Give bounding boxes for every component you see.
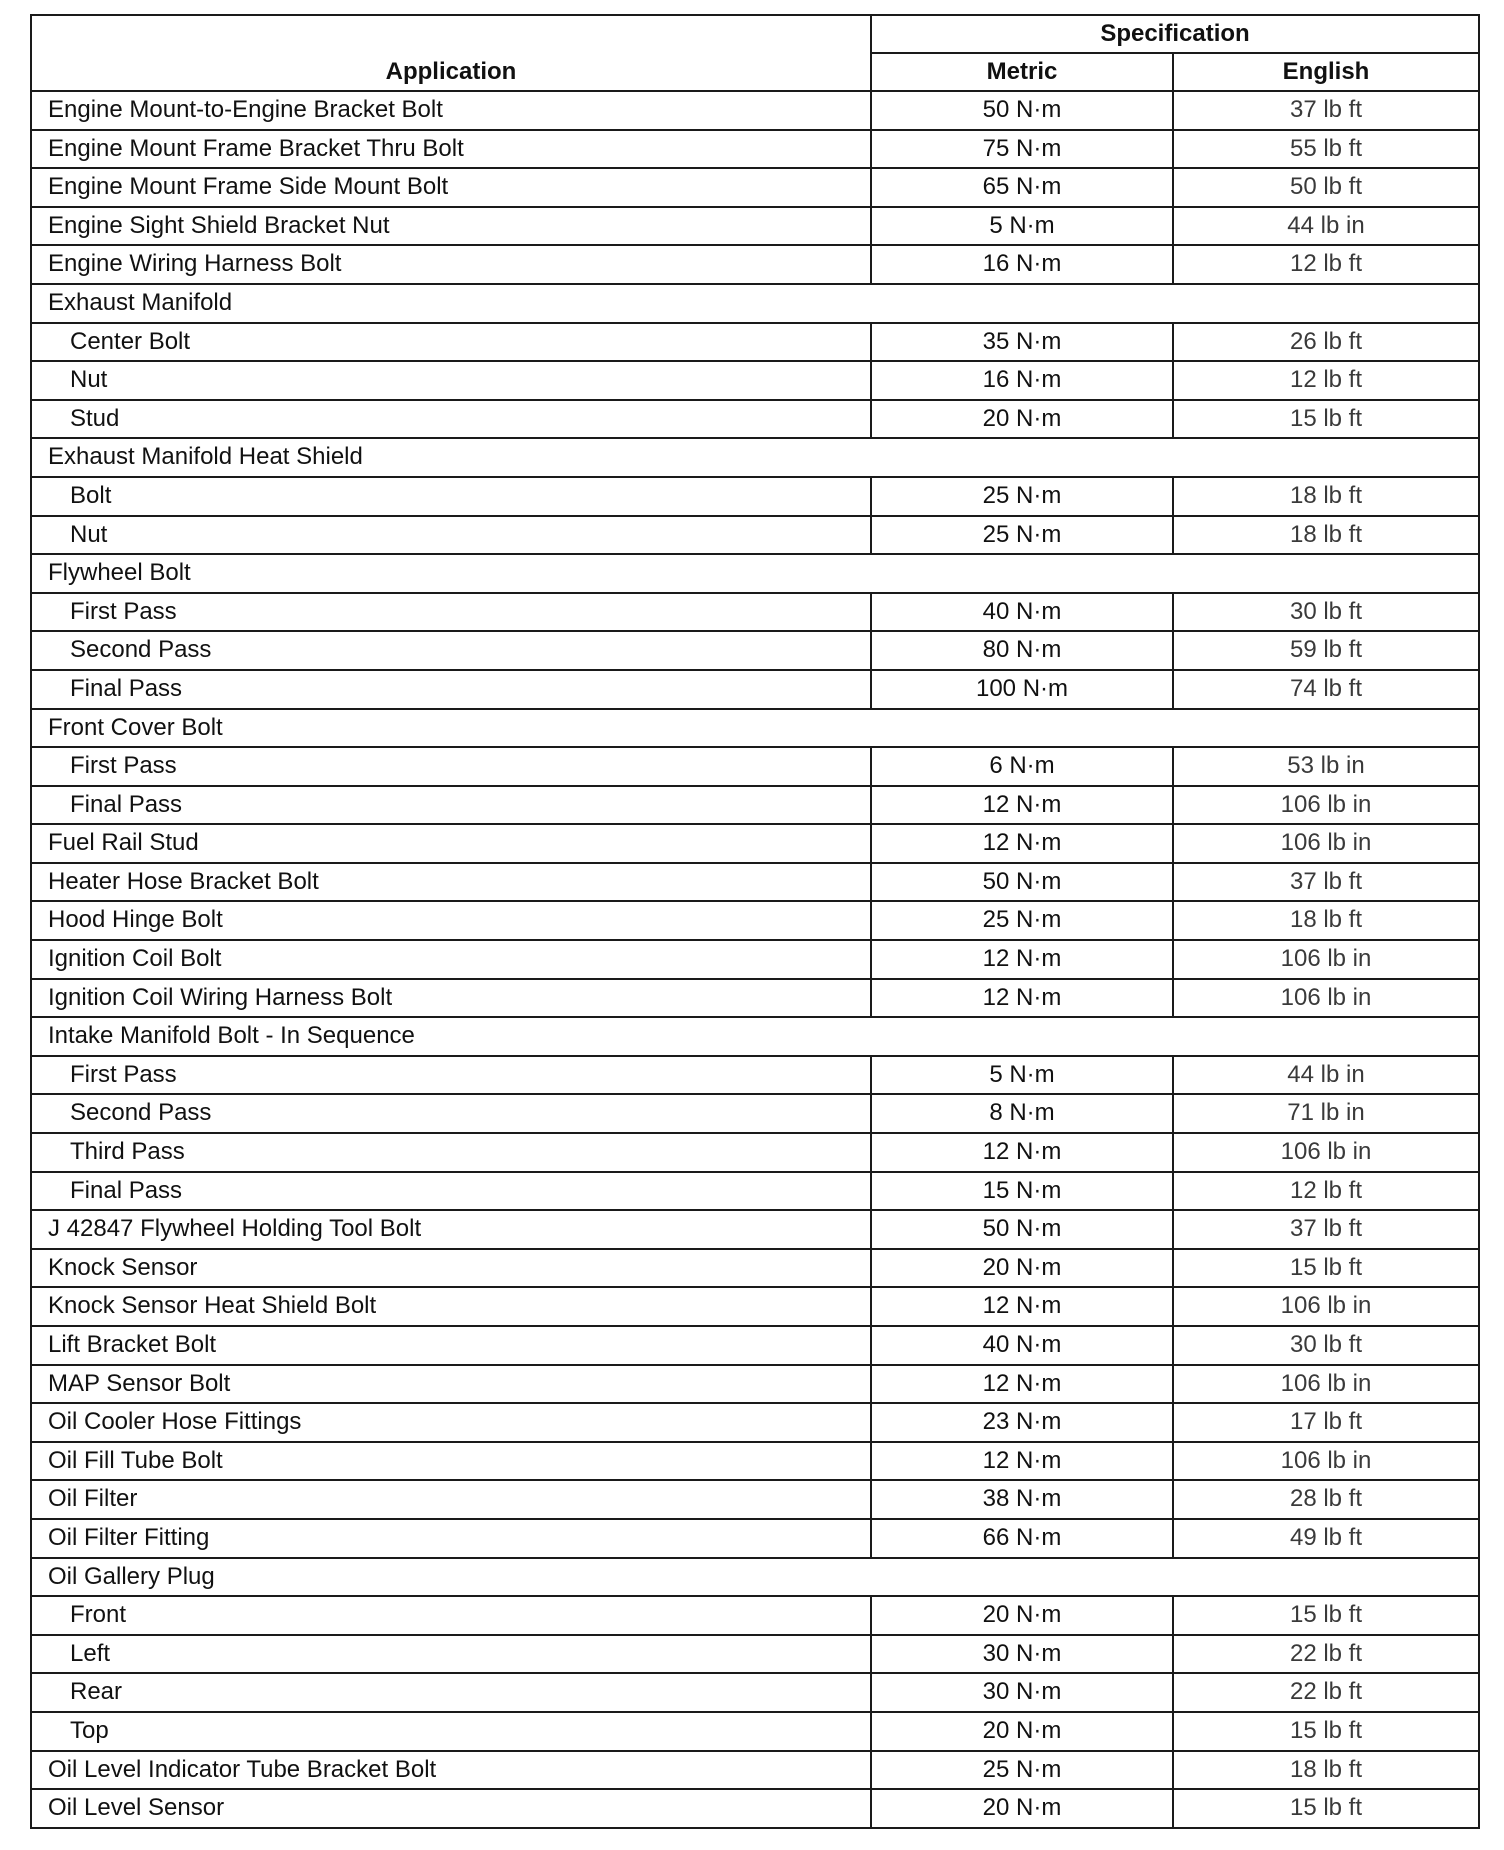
group-label: Flywheel Bolt bbox=[31, 554, 1479, 593]
english-cell: 28 lb ft bbox=[1173, 1480, 1479, 1519]
application-cell: J 42847 Flywheel Holding Tool Bolt bbox=[31, 1210, 871, 1249]
column-header-application: Application bbox=[31, 15, 871, 91]
table-row bbox=[31, 1403, 1479, 1442]
metric-cell: 15 N·m bbox=[871, 1172, 1173, 1211]
application-cell: Oil Fill Tube Bolt bbox=[31, 1442, 871, 1481]
table-row bbox=[31, 168, 1479, 207]
application-cell: Engine Mount Frame Bracket Thru Bolt bbox=[31, 130, 871, 169]
metric-cell: 12 N·m bbox=[871, 1442, 1173, 1481]
metric-cell: 50 N·m bbox=[871, 91, 1173, 130]
table-row bbox=[31, 245, 1479, 284]
english-cell: 106 lb in bbox=[1173, 786, 1479, 825]
table-group-row bbox=[31, 1558, 1479, 1597]
table-row bbox=[31, 593, 1479, 632]
table-row bbox=[31, 1326, 1479, 1365]
application-cell: Engine Mount-to-Engine Bracket Bolt bbox=[31, 91, 871, 130]
english-cell: 12 lb ft bbox=[1173, 245, 1479, 284]
metric-cell: 12 N·m bbox=[871, 1365, 1173, 1404]
english-cell: 18 lb ft bbox=[1173, 516, 1479, 555]
english-cell: 17 lb ft bbox=[1173, 1403, 1479, 1442]
table-row bbox=[31, 901, 1479, 940]
metric-cell: 16 N·m bbox=[871, 245, 1173, 284]
table-row bbox=[31, 1789, 1479, 1828]
english-cell: 59 lb ft bbox=[1173, 631, 1479, 670]
metric-cell: 12 N·m bbox=[871, 940, 1173, 979]
table-group-row bbox=[31, 554, 1479, 593]
application-cell: Bolt bbox=[31, 477, 871, 516]
metric-cell: 25 N·m bbox=[871, 477, 1173, 516]
table-row bbox=[31, 1751, 1479, 1790]
application-cell: Oil Level Indicator Tube Bracket Bolt bbox=[31, 1751, 871, 1790]
application-cell: Rear bbox=[31, 1673, 871, 1712]
metric-cell: 23 N·m bbox=[871, 1403, 1173, 1442]
table-header bbox=[31, 15, 1479, 91]
english-cell: 15 lb ft bbox=[1173, 1596, 1479, 1635]
metric-cell: 6 N·m bbox=[871, 747, 1173, 786]
application-cell: Hood Hinge Bolt bbox=[31, 901, 871, 940]
metric-cell: 66 N·m bbox=[871, 1519, 1173, 1558]
english-cell: 106 lb in bbox=[1173, 1287, 1479, 1326]
table-row bbox=[31, 207, 1479, 246]
table-row bbox=[31, 863, 1479, 902]
english-cell: 18 lb ft bbox=[1173, 1751, 1479, 1790]
application-cell: Fuel Rail Stud bbox=[31, 824, 871, 863]
metric-cell: 38 N·m bbox=[871, 1480, 1173, 1519]
table-row bbox=[31, 670, 1479, 709]
english-cell: 53 lb in bbox=[1173, 747, 1479, 786]
english-cell: 26 lb ft bbox=[1173, 323, 1479, 362]
application-cell: Knock Sensor bbox=[31, 1249, 871, 1288]
metric-cell: 20 N·m bbox=[871, 1712, 1173, 1751]
metric-cell: 25 N·m bbox=[871, 516, 1173, 555]
table-row bbox=[31, 130, 1479, 169]
torque-spec-table bbox=[30, 14, 1480, 1829]
table-row bbox=[31, 516, 1479, 555]
english-cell: 15 lb ft bbox=[1173, 1789, 1479, 1828]
english-cell: 12 lb ft bbox=[1173, 1172, 1479, 1211]
application-cell: Lift Bracket Bolt bbox=[31, 1326, 871, 1365]
group-label: Exhaust Manifold Heat Shield bbox=[31, 438, 1479, 477]
english-cell: 30 lb ft bbox=[1173, 1326, 1479, 1365]
metric-cell: 50 N·m bbox=[871, 1210, 1173, 1249]
metric-cell: 12 N·m bbox=[871, 824, 1173, 863]
application-cell: Heater Hose Bracket Bolt bbox=[31, 863, 871, 902]
english-cell: 50 lb ft bbox=[1173, 168, 1479, 207]
table-row bbox=[31, 1365, 1479, 1404]
english-cell: 37 lb ft bbox=[1173, 91, 1479, 130]
metric-cell: 5 N·m bbox=[871, 207, 1173, 246]
english-cell: 74 lb ft bbox=[1173, 670, 1479, 709]
table-group-row bbox=[31, 1017, 1479, 1056]
english-cell: 106 lb in bbox=[1173, 940, 1479, 979]
table-row bbox=[31, 361, 1479, 400]
application-cell: Center Bolt bbox=[31, 323, 871, 362]
table-row bbox=[31, 1094, 1479, 1133]
metric-cell: 20 N·m bbox=[871, 1789, 1173, 1828]
application-cell: Ignition Coil Bolt bbox=[31, 940, 871, 979]
english-cell: 15 lb ft bbox=[1173, 1712, 1479, 1751]
metric-cell: 8 N·m bbox=[871, 1094, 1173, 1133]
english-cell: 37 lb ft bbox=[1173, 1210, 1479, 1249]
application-cell: Final Pass bbox=[31, 1172, 871, 1211]
table-row bbox=[31, 1519, 1479, 1558]
english-cell: 44 lb in bbox=[1173, 1056, 1479, 1095]
table-row bbox=[31, 631, 1479, 670]
english-cell: 12 lb ft bbox=[1173, 361, 1479, 400]
application-cell: Stud bbox=[31, 400, 871, 439]
metric-cell: 80 N·m bbox=[871, 631, 1173, 670]
application-cell: Knock Sensor Heat Shield Bolt bbox=[31, 1287, 871, 1326]
table-row bbox=[31, 323, 1479, 362]
table-row bbox=[31, 1635, 1479, 1674]
metric-cell: 12 N·m bbox=[871, 1287, 1173, 1326]
metric-cell: 65 N·m bbox=[871, 168, 1173, 207]
english-cell: 15 lb ft bbox=[1173, 400, 1479, 439]
metric-cell: 30 N·m bbox=[871, 1673, 1173, 1712]
application-cell: Oil Filter Fitting bbox=[31, 1519, 871, 1558]
english-cell: 18 lb ft bbox=[1173, 477, 1479, 516]
metric-cell: 25 N·m bbox=[871, 1751, 1173, 1790]
table-group-row bbox=[31, 284, 1479, 323]
metric-cell: 75 N·m bbox=[871, 130, 1173, 169]
metric-cell: 25 N·m bbox=[871, 901, 1173, 940]
english-cell: 106 lb in bbox=[1173, 979, 1479, 1018]
table-row bbox=[31, 400, 1479, 439]
metric-cell: 20 N·m bbox=[871, 1596, 1173, 1635]
application-cell: Left bbox=[31, 1635, 871, 1674]
table-row bbox=[31, 1596, 1479, 1635]
application-cell: Engine Sight Shield Bracket Nut bbox=[31, 207, 871, 246]
english-cell: 22 lb ft bbox=[1173, 1673, 1479, 1712]
table-row bbox=[31, 1133, 1479, 1172]
metric-cell: 40 N·m bbox=[871, 1326, 1173, 1365]
table-row bbox=[31, 477, 1479, 516]
table-row bbox=[31, 1249, 1479, 1288]
english-cell: 22 lb ft bbox=[1173, 1635, 1479, 1674]
application-cell: Nut bbox=[31, 361, 871, 400]
metric-cell: 12 N·m bbox=[871, 979, 1173, 1018]
table-row bbox=[31, 979, 1479, 1018]
table-row bbox=[31, 1480, 1479, 1519]
application-cell: Top bbox=[31, 1712, 871, 1751]
metric-cell: 20 N·m bbox=[871, 400, 1173, 439]
application-cell: Front bbox=[31, 1596, 871, 1635]
application-cell: Engine Wiring Harness Bolt bbox=[31, 245, 871, 284]
application-cell: Final Pass bbox=[31, 670, 871, 709]
application-cell: Oil Filter bbox=[31, 1480, 871, 1519]
application-cell: First Pass bbox=[31, 1056, 871, 1095]
application-cell: Oil Cooler Hose Fittings bbox=[31, 1403, 871, 1442]
table-row bbox=[31, 747, 1479, 786]
column-header-specification: Specification bbox=[871, 15, 1479, 53]
table-group-row bbox=[31, 709, 1479, 748]
metric-cell: 16 N·m bbox=[871, 361, 1173, 400]
application-cell: First Pass bbox=[31, 593, 871, 632]
table-row bbox=[31, 1442, 1479, 1481]
english-cell: 55 lb ft bbox=[1173, 130, 1479, 169]
table-row bbox=[31, 824, 1479, 863]
application-cell: Engine Mount Frame Side Mount Bolt bbox=[31, 168, 871, 207]
english-cell: 106 lb in bbox=[1173, 1442, 1479, 1481]
table-row bbox=[31, 1712, 1479, 1751]
table-row bbox=[31, 786, 1479, 825]
english-cell: 49 lb ft bbox=[1173, 1519, 1479, 1558]
english-cell: 15 lb ft bbox=[1173, 1249, 1479, 1288]
metric-cell: 50 N·m bbox=[871, 863, 1173, 902]
application-cell: Second Pass bbox=[31, 631, 871, 670]
english-cell: 44 lb in bbox=[1173, 207, 1479, 246]
application-cell: MAP Sensor Bolt bbox=[31, 1365, 871, 1404]
metric-cell: 12 N·m bbox=[871, 1133, 1173, 1172]
metric-cell: 5 N·m bbox=[871, 1056, 1173, 1095]
english-cell: 37 lb ft bbox=[1173, 863, 1479, 902]
table-row bbox=[31, 1172, 1479, 1211]
metric-cell: 20 N·m bbox=[871, 1249, 1173, 1288]
group-label: Oil Gallery Plug bbox=[31, 1558, 1479, 1597]
metric-cell: 100 N·m bbox=[871, 670, 1173, 709]
application-cell: Oil Level Sensor bbox=[31, 1789, 871, 1828]
table-group-row bbox=[31, 438, 1479, 477]
table-row bbox=[31, 1056, 1479, 1095]
column-header-english: English bbox=[1173, 53, 1479, 91]
english-cell: 18 lb ft bbox=[1173, 901, 1479, 940]
table-row bbox=[31, 91, 1479, 130]
english-cell: 106 lb in bbox=[1173, 824, 1479, 863]
application-cell: Second Pass bbox=[31, 1094, 871, 1133]
application-cell: First Pass bbox=[31, 747, 871, 786]
metric-cell: 40 N·m bbox=[871, 593, 1173, 632]
metric-cell: 30 N·m bbox=[871, 1635, 1173, 1674]
metric-cell: 35 N·m bbox=[871, 323, 1173, 362]
table-body bbox=[31, 91, 1479, 1828]
group-label: Exhaust Manifold bbox=[31, 284, 1479, 323]
group-label: Front Cover Bolt bbox=[31, 709, 1479, 748]
english-cell: 30 lb ft bbox=[1173, 593, 1479, 632]
table-row bbox=[31, 1673, 1479, 1712]
column-header-metric: Metric bbox=[871, 53, 1173, 91]
application-cell: Nut bbox=[31, 516, 871, 555]
table-row bbox=[31, 1210, 1479, 1249]
english-cell: 106 lb in bbox=[1173, 1365, 1479, 1404]
application-cell: Final Pass bbox=[31, 786, 871, 825]
group-label: Intake Manifold Bolt - In Sequence bbox=[31, 1017, 1479, 1056]
application-cell: Third Pass bbox=[31, 1133, 871, 1172]
english-cell: 71 lb in bbox=[1173, 1094, 1479, 1133]
english-cell: 106 lb in bbox=[1173, 1133, 1479, 1172]
table-row bbox=[31, 940, 1479, 979]
table-row bbox=[31, 1287, 1479, 1326]
application-cell: Ignition Coil Wiring Harness Bolt bbox=[31, 979, 871, 1018]
metric-cell: 12 N·m bbox=[871, 786, 1173, 825]
